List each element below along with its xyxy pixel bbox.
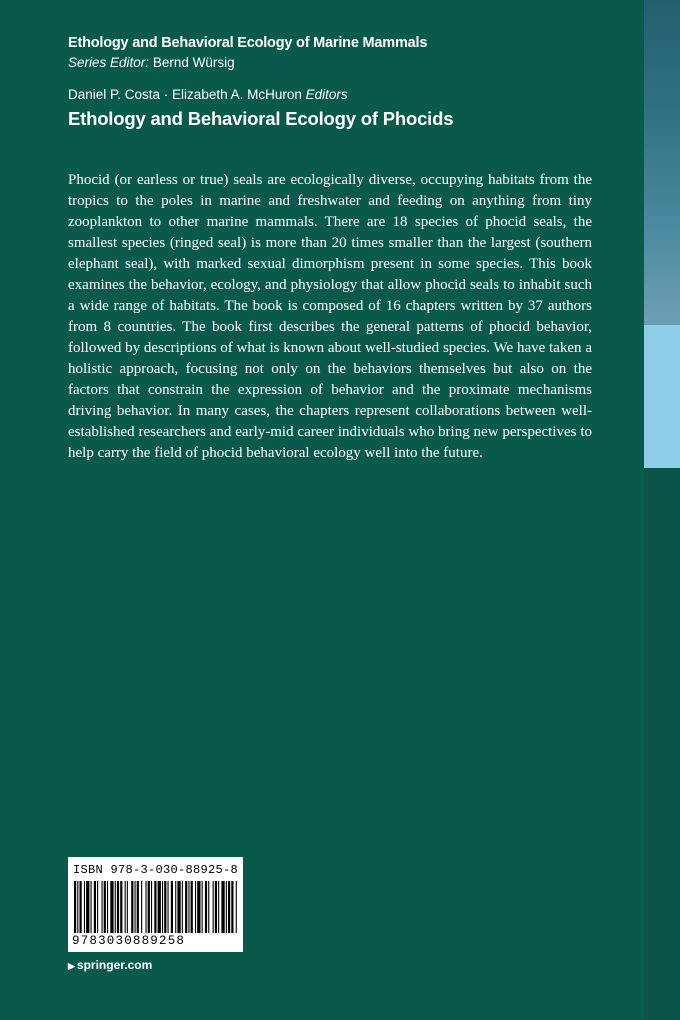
barcode-bar — [131, 881, 133, 933]
barcode-bar — [141, 881, 142, 933]
barcode-bar — [175, 881, 176, 933]
barcode-bar — [164, 881, 166, 933]
barcode-bar — [127, 881, 128, 933]
color-band-dark — [644, 468, 680, 1020]
barcode-bar — [218, 881, 219, 933]
barcode-bar — [215, 881, 217, 933]
barcode-bar — [185, 881, 187, 933]
barcode-bar — [151, 881, 152, 933]
barcode-bar — [148, 881, 150, 933]
series-editor-name: Bernd Würsig — [152, 55, 235, 70]
cover-photo-strip — [644, 0, 680, 325]
barcode-bar — [208, 881, 209, 933]
triangle-right-icon: ▶ — [68, 961, 75, 971]
barcode-bar — [94, 881, 96, 933]
barcode-bar — [177, 881, 180, 933]
barcode-bar — [135, 881, 136, 933]
barcode-bar — [171, 881, 173, 933]
color-band-light — [644, 325, 680, 468]
barcode-bar — [110, 881, 113, 933]
barcode-bar — [117, 881, 119, 933]
barcode-bar — [91, 881, 92, 933]
isbn-barcode — [68, 857, 243, 952]
barcode-bar — [84, 881, 85, 933]
barcode-bar — [74, 881, 76, 933]
isbn-label: ISBN 978-3-030-88925-8 — [72, 863, 239, 877]
barcode-bar — [195, 881, 196, 933]
book-editors-label: Editors — [305, 87, 348, 102]
barcode-bar — [158, 881, 161, 933]
barcode-bar — [202, 881, 203, 933]
barcode-bar — [162, 881, 163, 933]
barcode-bar — [205, 881, 207, 933]
barcode-bar — [168, 881, 169, 933]
book-editors — [68, 87, 348, 102]
barcode-bar — [197, 881, 200, 933]
barcode-bar — [228, 881, 230, 933]
barcode-bar — [102, 881, 103, 933]
barcode-bar — [191, 881, 193, 933]
barcode-bar — [146, 881, 147, 933]
barcode-bar — [104, 881, 106, 933]
barcode-bar — [115, 881, 116, 933]
barcode-bar — [120, 881, 122, 933]
series-editor — [68, 55, 235, 70]
barcode-bar — [213, 881, 214, 933]
barcode-bar — [86, 881, 89, 933]
barcode-bar — [137, 881, 139, 933]
barcode-bar — [77, 881, 78, 933]
barcode-bar — [107, 881, 108, 933]
barcode-bar — [221, 881, 224, 933]
book-title: Ethology and Behavioral Ecology of Phocids — [68, 108, 454, 129]
publisher-url[interactable] — [68, 958, 152, 972]
barcode-bar — [236, 881, 237, 933]
barcode-bar — [231, 881, 233, 933]
barcode-bars — [72, 881, 238, 933]
barcode-bar — [80, 881, 82, 933]
series-title: Ethology and Behavioral Ecology of Marine Mammals — [68, 35, 428, 51]
barcode-digits: 9783030889258 — [72, 934, 186, 948]
series-editor-label: Series Editor: — [68, 55, 150, 70]
book-description: Phocid (or earless or true) seals are ecologically diverse, occupying habitats from the tropics to the poles in marine and freshwater and feeding on anything from tiny zooplankton to other marine mammals. There are 18 species of phocid seals, the smallest species (ringed seal) is more than 20 times smaller than the largest (southern elephant seal), with marked sexual dimorphism present in some species. This book examines the behavior, ecology, and physiology that allow phocid seals to inhabit such a wide range of habitats. The book is composed of 16 chapters written by 37 authors from 8 countries. The book first describes the general patterns of phocid behavior, followed by descriptions of what is known about well-studied species. We have taken a holistic approach, focusing not only on the behaviors themselves but also on the factors that constrain the expression of behavior and the proximate mechanisms driving behavior. In many cases, the chapters represent collaborations between well-established researchers and early-mid career individuals who bring new perspectives to help carry the field of phocid behavioral ecology well into the future. — [68, 172, 592, 461]
barcode-bar — [125, 881, 126, 933]
book-editors-names: Daniel P. Costa · Elizabeth A. McHuron — [68, 87, 302, 102]
barcode-bar — [226, 881, 227, 933]
barcode-bar — [182, 881, 183, 933]
barcode-bar — [97, 881, 98, 933]
barcode-bar — [154, 881, 156, 933]
publisher-url-text: springer.com — [76, 958, 153, 972]
barcode-bar — [188, 881, 189, 933]
